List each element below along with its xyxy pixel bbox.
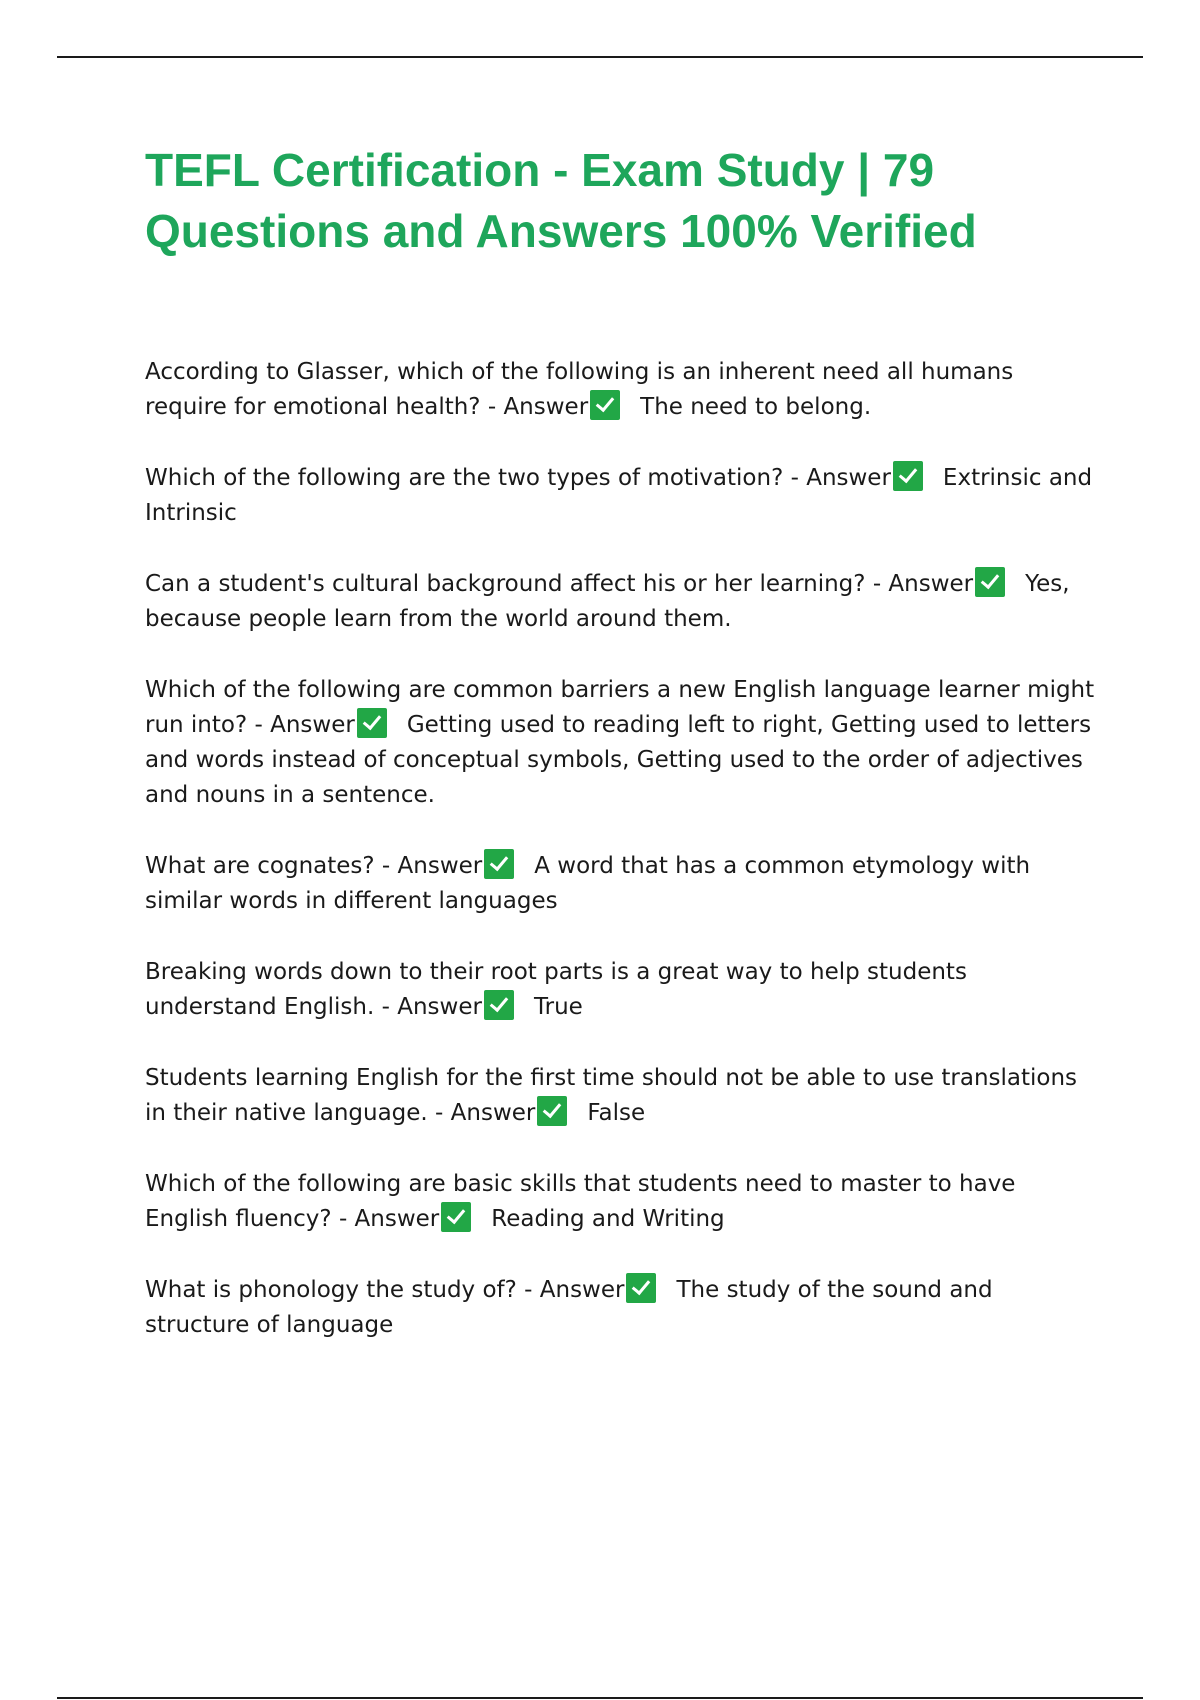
qa-item: [145, 355, 1095, 425]
answer-label: - Answer: [381, 994, 482, 1020]
qa-list: [145, 355, 1095, 1379]
qa-item: [145, 461, 1095, 531]
question-text: According to Glasser, which of the following is an inherent need all humans require for emotional health?: [145, 359, 1014, 420]
green-check-box-icon: [357, 708, 387, 738]
green-check-box-icon: [537, 1096, 567, 1126]
green-check-box-icon: [484, 990, 514, 1020]
qa-item: [145, 1273, 1095, 1343]
answer-label: - Answer: [338, 1206, 440, 1232]
document-title: TEFL Certification - Exam Study | 79 Questions and Answers 100% Verified: [145, 144, 977, 257]
answer-text: Getting used to reading left to right, Getting used to letters and words instead of conceptual symbols, Getting used to the order of adjectives and nouns in a sentence.: [145, 712, 1092, 808]
answer-text: Extrinsic and Intrinsic: [145, 465, 1093, 526]
qa-item: [145, 673, 1095, 813]
question-text: Which of the following are the two types of motivation?: [145, 465, 784, 491]
qa-item: [145, 1061, 1095, 1131]
question-text: What are cognates?: [145, 853, 375, 879]
question-text: Breaking words down to their root parts is a great way to help students understand English.: [145, 959, 967, 1020]
answer-text: A word that has a common etymology with similar words in different languages: [145, 853, 1031, 914]
question-text: Which of the following are basic skills that students need to master to have English fluency?: [145, 1171, 1016, 1232]
answer-label: - Answer: [435, 1100, 536, 1126]
question-text: Can a student's cultural background affect his or her learning?: [145, 571, 866, 597]
answer-text: The need to belong.: [640, 394, 872, 420]
qa-item: [145, 567, 1095, 637]
answer-text: The study of the sound and structure of language: [145, 1277, 993, 1338]
bottom-rule: [57, 1697, 1143, 1699]
answer-text: Reading and Writing: [491, 1206, 725, 1232]
answer-text: False: [587, 1100, 646, 1126]
green-check-box-icon: [441, 1202, 471, 1232]
qa-item: [145, 955, 1095, 1025]
green-check-box-icon: [590, 390, 620, 420]
answer-label: - Answer: [872, 571, 974, 597]
answer-label: - Answer: [487, 394, 589, 420]
answer-label: - Answer: [381, 853, 483, 879]
green-check-box-icon: [975, 567, 1005, 597]
green-check-box-icon: [893, 461, 923, 491]
answer-label: - Answer: [254, 712, 355, 738]
answer-text: Yes, because people learn from the world around them.: [145, 571, 1070, 632]
green-check-box-icon: [626, 1273, 656, 1303]
qa-item: [145, 1167, 1095, 1237]
question-text: Students learning English for the first time should not be able to use translations in their native language.: [145, 1065, 1078, 1126]
green-check-box-icon: [484, 849, 514, 879]
answer-label: - Answer: [790, 465, 891, 491]
top-rule: [57, 56, 1143, 58]
question-text: What is phonology the study of?: [145, 1277, 517, 1303]
answer-text: True: [533, 994, 583, 1020]
question-text: Which of the following are common barriers a new English language learner might run into?: [145, 677, 1095, 738]
answer-label: - Answer: [524, 1277, 625, 1303]
qa-item: [145, 849, 1095, 919]
